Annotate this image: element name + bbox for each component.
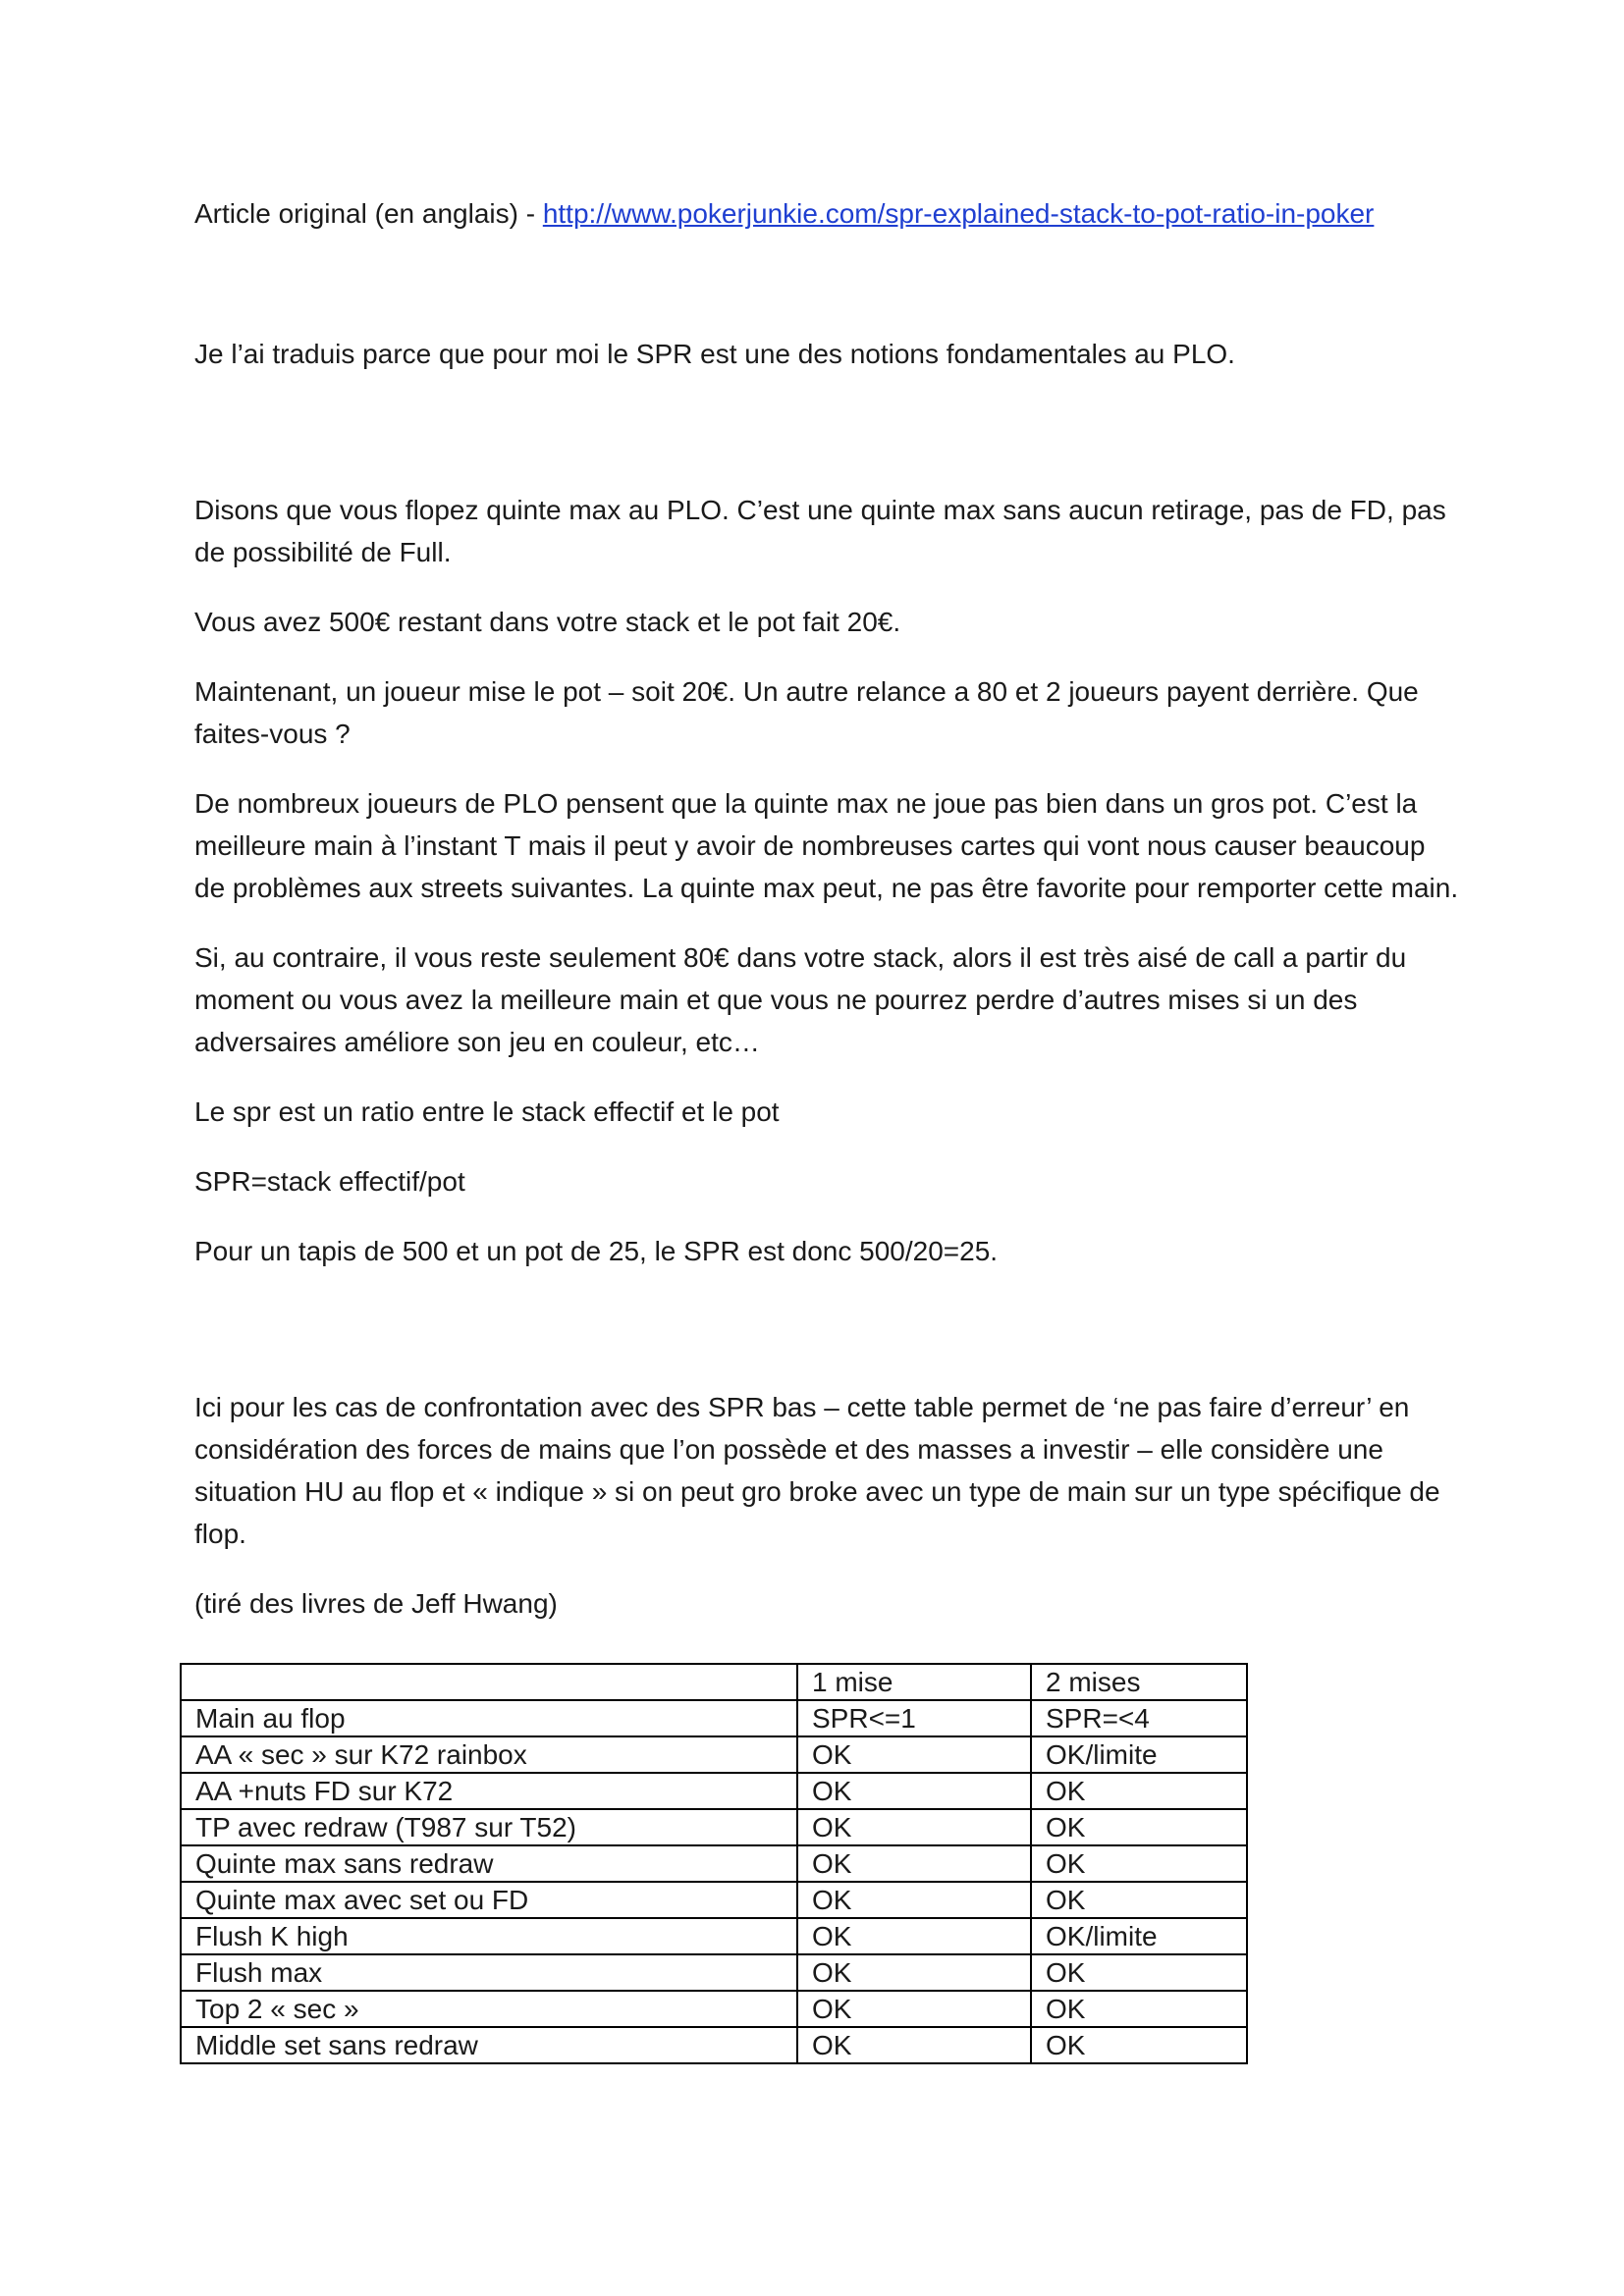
table-row — [181, 1809, 1247, 1845]
document-page — [194, 192, 1461, 1652]
table-cell: OK — [1031, 2027, 1247, 2063]
table-cell: Quinte max sans redraw — [181, 1845, 797, 1882]
table-cell: OK — [797, 2027, 1031, 2063]
table-cell: AA +nuts FD sur K72 — [181, 1773, 797, 1809]
translator-note: Je l’ai traduis parce que pour moi le SPR est une des notions fondamentales au PLO. — [194, 339, 1235, 369]
spr-table — [180, 1663, 1248, 2064]
table-intro: Ici pour les cas de confrontation avec des SPR bas – cette table permet de ‘ne pas faire d’erreur’ en considération des forces de mains que l’on possède et des masses a investir – elle considère une situation HU au flop et « indique » si on peut gro broke avec un type de main sur un type spécifique de flop. — [194, 1392, 1440, 1549]
table-cell: OK — [1031, 1773, 1247, 1809]
table-cell: OK — [797, 1736, 1031, 1773]
table-cell: Top 2 « sec » — [181, 1991, 797, 2027]
table-source: (tiré des livres de Jeff Hwang) — [194, 1588, 558, 1619]
body-paragraph: Maintenant, un joueur mise le pot – soit 20€. Un autre relance a 80 et 2 joueurs payent derrière. Que faites-vous ? — [194, 676, 1419, 749]
table-cell: OK — [797, 1773, 1031, 1809]
table-cell: OK — [797, 1954, 1031, 1991]
table-row — [181, 2027, 1247, 2063]
table-cell: OK — [1031, 1845, 1247, 1882]
table-cell: SPR<=1 — [797, 1700, 1031, 1736]
table-row — [181, 1954, 1247, 1991]
table-cell — [181, 1664, 797, 1700]
table-cell: Flush K high — [181, 1918, 797, 1954]
table-cell: OK — [1031, 1954, 1247, 1991]
source-link[interactable]: http://www.pokerjunkie.com/spr-explained-stack-to-pot-ratio-in-poker — [542, 198, 1375, 229]
source-line — [194, 192, 1461, 235]
table-cell: Middle set sans redraw — [181, 2027, 797, 2063]
table-cell: Main au flop — [181, 1700, 797, 1736]
table-row — [181, 1991, 1247, 2027]
table-cell: 2 mises — [1031, 1664, 1247, 1700]
table-row — [181, 1882, 1247, 1918]
table-row — [181, 1736, 1247, 1773]
table-cell: OK — [797, 1809, 1031, 1845]
table-cell: OK — [797, 1845, 1031, 1882]
table-cell: OK/limite — [1031, 1736, 1247, 1773]
body-paragraph: De nombreux joueurs de PLO pensent que la quinte max ne joue pas bien dans un gros pot. C’est la meilleure main à l’instant T mais il peut y avoir de nombreuses cartes qui vont nous causer beaucoup de problèmes aux streets suivantes. La quinte max peut, ne pas être favorite pour remporter cette main. — [194, 788, 1459, 903]
table-cell: Flush max — [181, 1954, 797, 1991]
table-row — [181, 1845, 1247, 1882]
table-cell: 1 mise — [797, 1664, 1031, 1700]
table-row — [181, 1700, 1247, 1736]
table-cell: OK — [1031, 1882, 1247, 1918]
table-row — [181, 1918, 1247, 1954]
table-cell: OK/limite — [1031, 1918, 1247, 1954]
table-cell: TP avec redraw (T987 sur T52) — [181, 1809, 797, 1845]
table-cell: OK — [797, 1991, 1031, 2027]
table-cell: OK — [797, 1918, 1031, 1954]
spr-formula: SPR=stack effectif/pot — [194, 1166, 465, 1197]
table-cell: SPR=<4 — [1031, 1700, 1247, 1736]
body-paragraph: Pour un tapis de 500 et un pot de 25, le SPR est donc 500/20=25. — [194, 1236, 999, 1266]
table-cell: AA « sec » sur K72 rainbox — [181, 1736, 797, 1773]
body-paragraph: Le spr est un ratio entre le stack effectif et le pot — [194, 1096, 780, 1127]
table-cell: OK — [797, 1882, 1031, 1918]
table-row — [181, 1664, 1247, 1700]
table-cell: Quinte max avec set ou FD — [181, 1882, 797, 1918]
body-paragraph: Vous avez 500€ restant dans votre stack et le pot fait 20€. — [194, 607, 901, 637]
body-paragraph: Si, au contraire, il vous reste seulement 80€ dans votre stack, alors il est très aisé de call a partir du moment ou vous avez la meilleure main et que vous ne pourrez perdre d’autres mises si un des adversaires améliore son jeu en couleur, etc… — [194, 942, 1407, 1057]
table-cell: OK — [1031, 1809, 1247, 1845]
body-paragraph: Disons que vous flopez quinte max au PLO. C’est une quinte max sans aucun retirage, pas de FD, pas de possibilité de Full. — [194, 495, 1446, 567]
table-row — [181, 1773, 1247, 1809]
source-prefix: Article original (en anglais) - — [194, 198, 543, 229]
table-cell: OK — [1031, 1991, 1247, 2027]
